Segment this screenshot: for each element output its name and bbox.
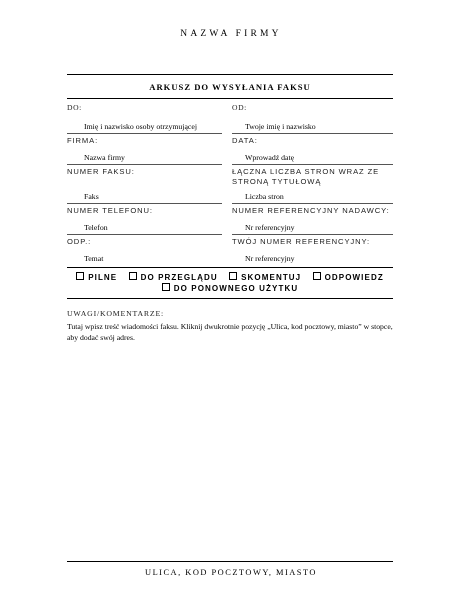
- footer-address[interactable]: ULICA, KOD POCZTOWY, MIASTO: [145, 568, 317, 577]
- reply-label: ODPOWIEDZ: [324, 272, 384, 282]
- fax-number-label: NUMER FAKSU:: [67, 167, 135, 176]
- checkbox-icon: [129, 272, 137, 280]
- from-label: OD:: [232, 103, 247, 112]
- checkbox-icon: [76, 272, 84, 280]
- date-label: DATA:: [232, 136, 258, 145]
- review-label: DO PRZEGLĄDU: [140, 272, 218, 282]
- comments-body[interactable]: Tutaj wpisz treść wiadomości faksu. Kliknij dwukrotnie pozycję „Ulica, kod pocztowy, miasto” w stopce, aby dodać swój adres.: [67, 322, 393, 342]
- recycle-checkbox[interactable]: [162, 284, 298, 293]
- from-value[interactable]: Twoje imię i nazwisko: [245, 122, 316, 131]
- title-bottom-rule: [67, 98, 393, 99]
- company-label: FIRMA:: [67, 136, 99, 145]
- re-label: ODP.:: [67, 237, 92, 246]
- comment-checkbox[interactable]: [229, 273, 301, 282]
- date-value[interactable]: Wprowadź datę: [245, 153, 295, 162]
- company-value[interactable]: Nazwa firmy: [84, 153, 125, 162]
- row-rule: [232, 203, 393, 204]
- to-label: DO:: [67, 103, 82, 112]
- review-checkbox[interactable]: [129, 273, 218, 282]
- row-rule: [232, 164, 393, 165]
- pages-label-line2: STRONĄ TYTUŁOWĄ: [232, 177, 322, 186]
- phone-label: NUMER TELEFONU:: [67, 206, 153, 215]
- your-ref-value[interactable]: Nr referencyjny: [245, 254, 295, 263]
- row-rule: [232, 234, 393, 235]
- footer-rule: [67, 561, 393, 562]
- comments-label: UWAGI/KOMENTARZE:: [67, 309, 164, 318]
- urgent-label: PILNE: [88, 272, 118, 282]
- sender-ref-value[interactable]: Nr referencyjny: [245, 223, 295, 232]
- row-rule: [67, 234, 222, 235]
- reply-checkbox[interactable]: [313, 273, 384, 282]
- recycle-label: DO PONOWNEGO UŻYTKU: [173, 283, 299, 293]
- checkbox-group: [67, 272, 393, 294]
- to-value[interactable]: Imię i nazwisko osoby otrzymującej: [84, 122, 198, 131]
- checkbox-icon: [162, 283, 170, 291]
- row-rule: [67, 133, 222, 134]
- urgent-checkbox[interactable]: [76, 273, 117, 282]
- row-rule: [232, 133, 393, 134]
- your-ref-label: TWÓJ NUMER REFERENCYJNY:: [232, 237, 371, 246]
- row-rule: [67, 203, 222, 204]
- row-rule: [67, 164, 222, 165]
- pages-label-line1: ŁĄCZNA LICZBA STRON WRAZ ZE: [232, 167, 380, 176]
- company-name: NAZWA FIRMY: [180, 29, 282, 39]
- pages-value[interactable]: Liczba stron: [245, 192, 284, 201]
- fax-sheet-title: ARKUSZ DO WYSYŁANIA FAKSU: [149, 82, 311, 92]
- comment-label: SKOMENTUJ: [241, 272, 302, 282]
- title-top-rule: [67, 74, 393, 75]
- fax-number-value[interactable]: Faks: [84, 192, 99, 201]
- checkbox-bottom-rule: [67, 298, 393, 299]
- sender-ref-label: NUMER REFERENCYJNY NADAWCY:: [232, 206, 390, 215]
- checkbox-icon: [229, 272, 237, 280]
- checkbox-icon: [313, 272, 321, 280]
- phone-value[interactable]: Telefon: [84, 223, 108, 232]
- checkbox-top-rule: [67, 267, 393, 268]
- re-value[interactable]: Temat: [84, 254, 104, 263]
